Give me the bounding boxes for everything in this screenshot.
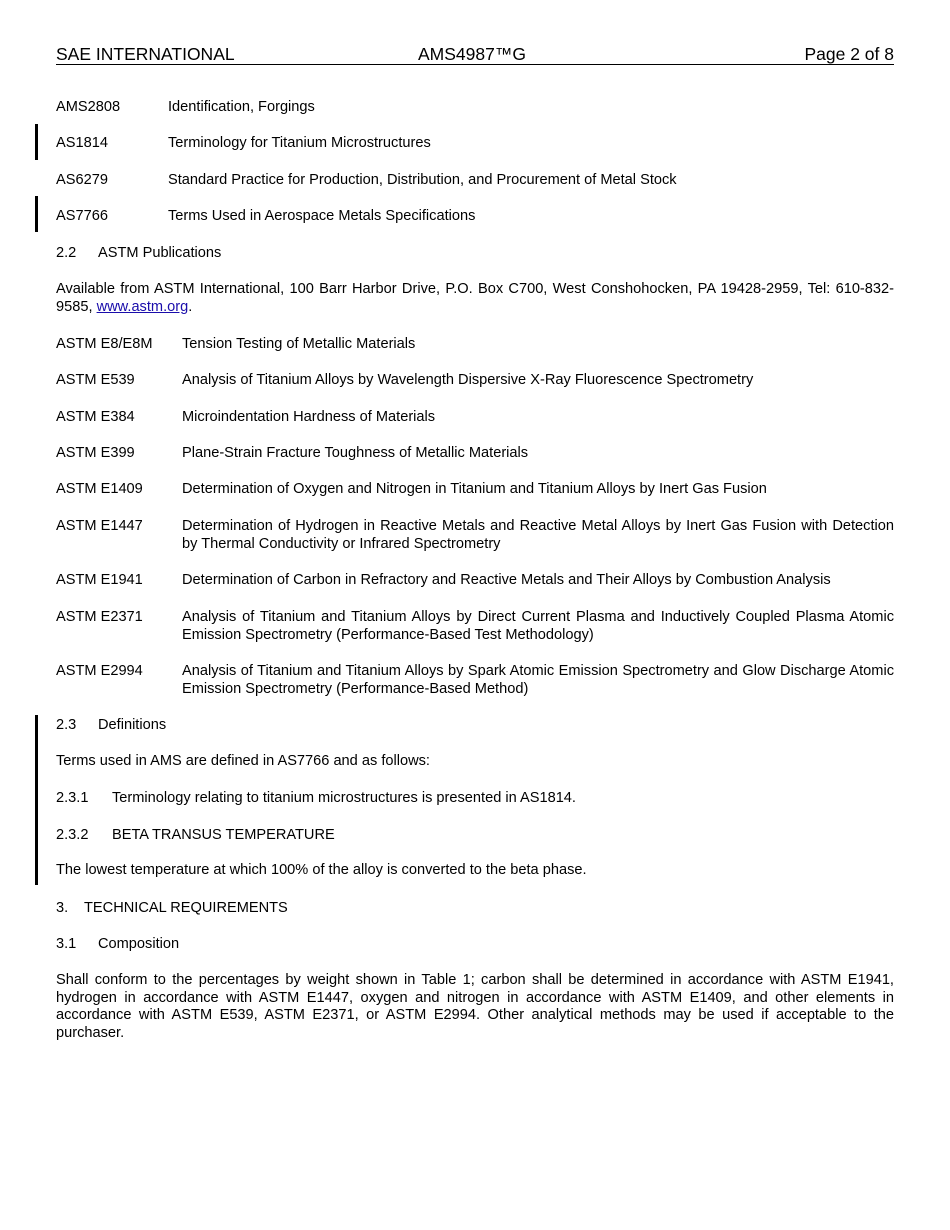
reference-title: Plane-Strain Fracture Toughness of Metallic Materials	[182, 445, 529, 461]
reference-item	[56, 98, 894, 116]
reference-code: ASTM E1941	[56, 572, 143, 588]
reference-item	[56, 134, 894, 152]
reference-title: Standard Practice for Production, Distribution, and Procurement of Metal Stock	[168, 172, 677, 188]
reference-item	[56, 207, 894, 225]
page-header	[56, 44, 894, 65]
reference-item	[56, 408, 894, 426]
section-title: Composition	[98, 936, 180, 952]
reference-code: ASTM E2371	[56, 609, 143, 625]
section-number: 3.	[56, 900, 69, 916]
reference-code: ASTM E384	[56, 409, 135, 425]
reference-title: Analysis of Titanium Alloys by Wavelength Dispersive X-Ray Fluorescence Spectrometry	[182, 372, 754, 388]
section-number: 2.3	[56, 717, 77, 733]
definition-title: BETA TRANSUS TEMPERATURE	[112, 827, 335, 843]
reference-title: Analysis of Titanium and Titanium Alloys by Spark Atomic Emission Spectrometry and Glow Discharge Atomic Emission Spectrometry (Performance-Based Method)	[182, 663, 894, 697]
reference-code: AS7766	[56, 208, 108, 224]
link-suffix: .	[188, 298, 193, 315]
reference-code: ASTM E1409	[56, 481, 143, 497]
section-number: 2.2	[56, 245, 77, 261]
reference-item	[56, 662, 894, 698]
reference-title: Analysis of Titanium and Titanium Alloys by Direct Current Plasma and Inductively Coupled Plasma Atomic Emission Spectrometry (Performance-Based Test Methodology)	[182, 609, 894, 643]
reference-code: AMS2808	[56, 99, 121, 115]
reference-item	[56, 335, 894, 353]
reference-title: Determination of Oxygen and Nitrogen in Titanium and Titanium Alloys by Inert Gas Fusion	[182, 481, 767, 497]
definition-number: 2.3.2	[56, 827, 89, 843]
reference-title: Determination of Carbon in Refractory and Reactive Metals and Their Alloys by Combustion Analysis	[182, 572, 831, 588]
section-number: 3.1	[56, 936, 77, 952]
header-page-number: Page 2 of 8	[804, 44, 894, 64]
reference-item	[56, 517, 894, 553]
composition-paragraph: Shall conform to the percentages by weight shown in Table 1; carbon shall be determined in accordance with ASTM E1941, hydrogen in accordance with ASTM E1447, oxygen and nitrogen in accordance with ASTM E1409, and other elements in accordance with ASTM E539, ASTM E2371, or ASTM E2994. Other analytical methods may be used if acceptable to the purchaser.	[56, 972, 894, 1041]
availability-text: Available from ASTM International, 100 Barr Harbor Drive, P.O. Box C700, West Conshohocken, PA 19428-2959, Tel: 610-832-9585,	[56, 281, 894, 315]
reference-item	[56, 571, 894, 589]
reference-code: AS1814	[56, 135, 108, 151]
reference-code: ASTM E399	[56, 445, 135, 461]
section-heading-definitions	[56, 716, 166, 734]
header-org: SAE INTERNATIONAL	[56, 44, 235, 64]
section-title: ASTM Publications	[98, 245, 222, 261]
reference-code: AS6279	[56, 172, 108, 188]
reference-title: Microindentation Hardness of Materials	[182, 409, 436, 425]
definition-2-3-1	[56, 789, 576, 807]
reference-code: ASTM E8/E8M	[56, 336, 153, 352]
astm-availability-paragraph	[56, 281, 894, 316]
definition-text: Terminology relating to titanium microstructures is presented in AS1814.	[112, 790, 576, 806]
change-bar-as1814	[35, 124, 38, 160]
header-doc-id: AMS4987™G	[418, 44, 526, 64]
definitions-intro: Terms used in AMS are defined in AS7766 and as follows:	[56, 753, 430, 769]
section-title: TECHNICAL REQUIREMENTS	[84, 900, 288, 916]
astm-website-link[interactable]: www.astm.org	[96, 298, 189, 315]
section-heading-astm	[56, 244, 221, 262]
reference-code: ASTM E539	[56, 372, 135, 388]
definition-2-3-2	[56, 826, 335, 844]
section-heading-technical	[56, 899, 288, 917]
reference-code: ASTM E1447	[56, 518, 143, 534]
reference-title: Terminology for Titanium Microstructures	[168, 135, 431, 151]
reference-item	[56, 371, 894, 389]
reference-item	[56, 171, 894, 189]
section-title: Definitions	[98, 717, 167, 733]
definition-number: 2.3.1	[56, 790, 89, 806]
beta-transus-definition: The lowest temperature at which 100% of the alloy is converted to the beta phase.	[56, 862, 587, 878]
reference-title: Identification, Forgings	[168, 99, 315, 115]
reference-code: ASTM E2994	[56, 663, 143, 679]
reference-item	[56, 608, 894, 644]
reference-title: Terms Used in Aerospace Metals Specifications	[168, 208, 476, 224]
reference-title: Determination of Hydrogen in Reactive Metals and Reactive Metal Alloys by Inert Gas Fusion with Detection by Thermal Conductivity or Infrared Spectrometry	[182, 518, 894, 552]
reference-item	[56, 444, 894, 462]
change-bar-as7766	[35, 196, 38, 232]
reference-item	[56, 480, 894, 498]
change-bar-definitions	[35, 715, 38, 885]
section-heading-composition	[56, 935, 179, 953]
reference-title: Tension Testing of Metallic Materials	[182, 336, 416, 352]
